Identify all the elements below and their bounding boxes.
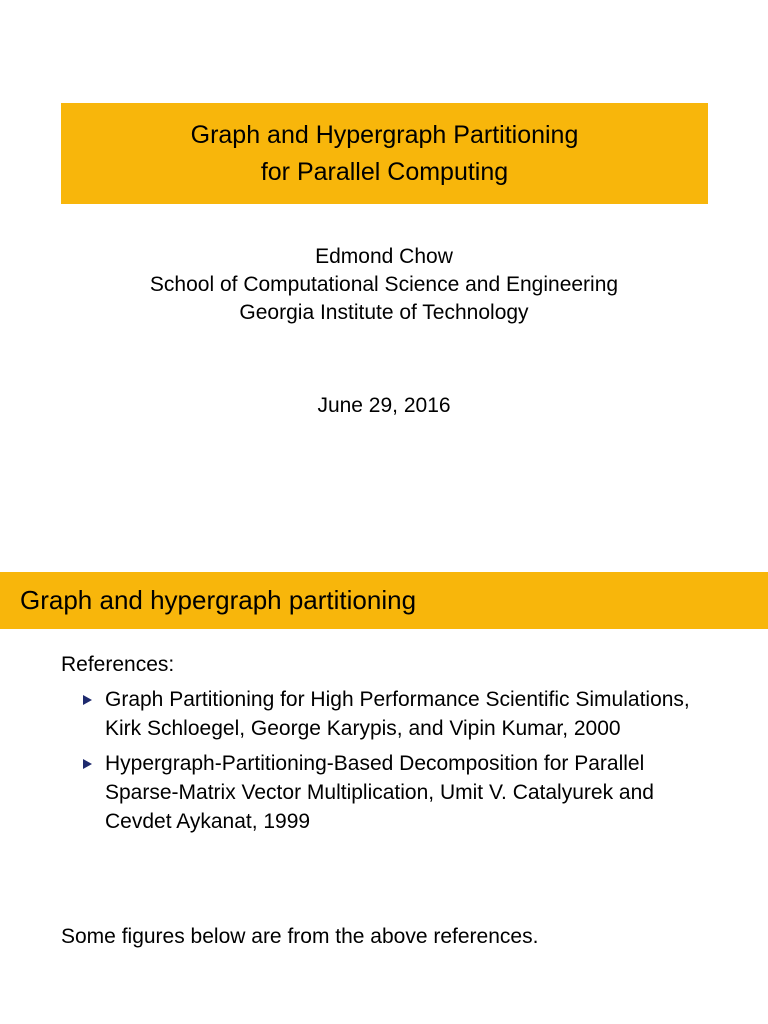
closing-note: Some figures below are from the above references. bbox=[61, 925, 539, 948]
presentation-date: June 29, 2016 bbox=[317, 394, 451, 417]
title-line-2: for Parallel Computing bbox=[260, 157, 509, 186]
reference-item bbox=[77, 685, 717, 743]
references-list bbox=[77, 685, 717, 842]
reference-text: Hypergraph-Partitioning-Based Decomposition for Parallel Sparse-Matrix Vector Multiplication, Umit V. Catalyurek and Cevdet Aykanat, 1999 bbox=[105, 752, 654, 833]
references-heading: References: bbox=[61, 653, 175, 676]
title-box bbox=[61, 103, 708, 204]
reference-text: Graph Partitioning for High Performance Scientific Simulations, Kirk Schloegel, George Karypis, and Vipin Kumar, 2000 bbox=[105, 688, 690, 740]
frame-title: Graph and hypergraph partitioning bbox=[20, 585, 417, 615]
references-slide bbox=[0, 560, 768, 1024]
author-block bbox=[0, 243, 768, 327]
title-line-1: Graph and Hypergraph Partitioning bbox=[190, 120, 579, 149]
triangle-bullet-icon bbox=[83, 759, 92, 769]
affiliation-institute: Georgia Institute of Technology bbox=[239, 301, 529, 324]
triangle-bullet-icon bbox=[83, 695, 92, 705]
reference-item bbox=[77, 749, 717, 836]
author-name: Edmond Chow bbox=[315, 245, 453, 268]
affiliation-school: School of Computational Science and Engineering bbox=[149, 273, 619, 296]
